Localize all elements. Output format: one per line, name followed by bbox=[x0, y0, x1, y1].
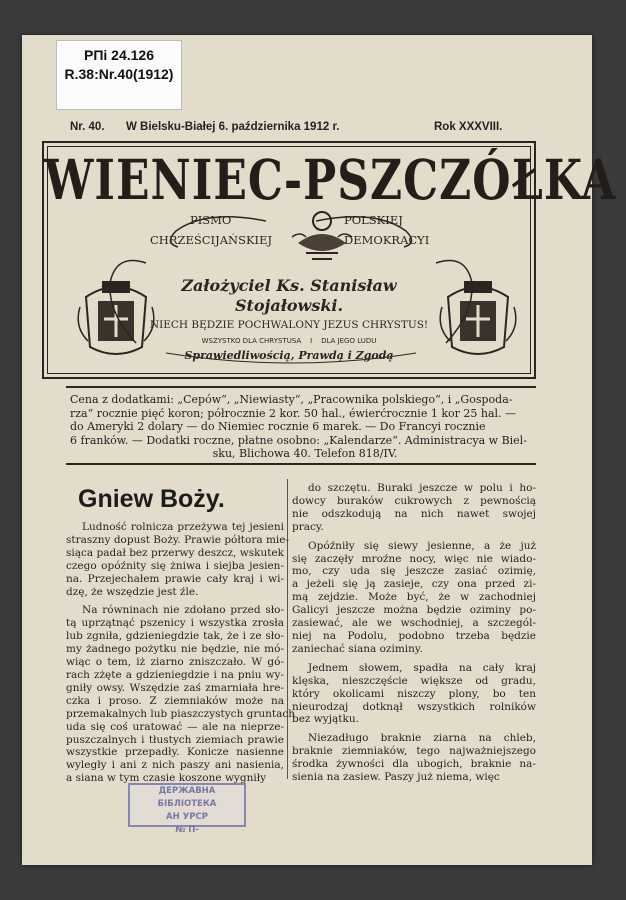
article-line: przemakalnych lub piaszczystych gruntach bbox=[66, 707, 296, 720]
article-line: straszny dopust Boży. Prawie półtora mie- bbox=[66, 533, 290, 546]
article-line: wyległy i ani z nich paszy ani nasienia, bbox=[66, 759, 284, 772]
issue-number: Nr. 40. bbox=[70, 121, 105, 133]
article-line: środka żywności dla ubogich, braknie na- bbox=[292, 758, 536, 771]
article-line: Ludność rolnicza przeżywa tej jesieni bbox=[82, 521, 284, 533]
small-motto bbox=[44, 337, 534, 345]
article-line: który okolicami niszczy plony, bo ten bbox=[292, 687, 536, 700]
subscription-info bbox=[70, 393, 540, 461]
subtitle-right-1: POLSKIEJ bbox=[344, 213, 403, 227]
article-line: do szczętu. Buraki jeszcze w polu i ho- bbox=[308, 482, 536, 494]
article-left-column bbox=[66, 521, 296, 791]
article-line: puszczalnych i tłustych ziemiach prawie bbox=[66, 733, 284, 746]
founder-line-2: Stojałowski. bbox=[234, 296, 344, 315]
article-line: mo, czy uda się jeszcze zasiać ozimię, bbox=[292, 565, 536, 578]
article-line: rach zżęte a gdzieniegdzie i na pniu wy- bbox=[66, 668, 284, 681]
article-line: na. Przejechałem prawie cały kraj i wi- bbox=[66, 572, 284, 585]
article-line: się zaczęły mroźne nocy, więc nie wiado- bbox=[292, 552, 536, 565]
article-line: dzę, że wszędzie jest źle. bbox=[66, 585, 199, 598]
subscription-line: rza“ rocznie pięć koron; półrocznie 2 kor. 50 hal., éwierćrocznie 1 kor 25 hal. — bbox=[70, 406, 517, 420]
article-line: Galicyi jeszcze można będzie oziminy po- bbox=[292, 604, 536, 617]
article-line: gniły owsy. Wszędzie zaś zmarniała hre- bbox=[66, 681, 284, 694]
article-line: czka i proso. Z ziemniaków może na bbox=[66, 694, 284, 707]
stamp-line: ДЕРЖАВНА БІБЛІОТЕКА bbox=[157, 786, 217, 809]
article-right-column bbox=[292, 482, 536, 790]
subscription-line: do Ameryki 2 dolary — do Niemiec rocznie 6 marek. — Do Francyi rocznie bbox=[70, 420, 486, 434]
issue-year: Rok XXXVIII. bbox=[434, 121, 503, 133]
call-number-line: R.38:Nr.40(1912) bbox=[64, 66, 174, 82]
article-paragraph bbox=[292, 662, 536, 727]
article-line: mą zejdzie. Może być, że w zachodniej bbox=[292, 591, 536, 604]
article-line: Niezadługo braknie ziarna na chleb, bbox=[308, 732, 536, 745]
article-line: klęska, nieszczęście większe od gradu, bbox=[292, 674, 536, 687]
article-line: tą uprzątnąć pszenicy i wszystka zrosła bbox=[66, 617, 284, 630]
small-motto-left: WSZYSTKO DLA CHRYSTUSA bbox=[201, 337, 302, 345]
article-line: Jednem słowem, spadła na cały kraj bbox=[308, 661, 536, 674]
library-call-number-label bbox=[56, 40, 182, 110]
article-paragraph bbox=[66, 604, 296, 785]
article-line: zaniechać siana oziminy. bbox=[292, 642, 423, 655]
article-line: dowcy buraków cukrowych z pewnością bbox=[292, 494, 536, 507]
article-line: lub zgniła, gdzieniegdzie tak, że i ze sło- bbox=[66, 630, 284, 643]
article-line: wszystkie przepadły. Konicze nasienne bbox=[66, 746, 284, 759]
issue-place-date: W Bielsku-Białej 6. października 1912 r. bbox=[126, 121, 340, 133]
article-line: braknie ziemniaków, tego najważniejszego bbox=[292, 745, 536, 758]
article-line: wiąc o tem, iż ziarno zniszczało. W gó- bbox=[66, 656, 284, 669]
rule-top bbox=[66, 386, 536, 388]
newspaper-title: WIENIEC-PSZCZÓŁKA bbox=[44, 149, 617, 213]
subtitle-right-2: DEMOKRACYI bbox=[344, 233, 430, 247]
subtitle-left-1: PISMO bbox=[190, 213, 232, 227]
subtitle-left-2: CHRZEŚCIJAŃSKIEJ bbox=[150, 233, 273, 247]
article-line: Na równinach nie zdołano przed sło- bbox=[82, 604, 284, 617]
article-line: sienia na zasiew. Paszy już niema, więc bbox=[292, 771, 500, 784]
article-paragraph bbox=[66, 521, 290, 598]
article-paragraph bbox=[292, 540, 536, 656]
article-line: bez wyjątku. bbox=[292, 713, 359, 726]
small-motto-right: DLA JEGO LUDU bbox=[321, 337, 377, 345]
article-line: zasiewać, ale we wschodniej, a szczegól- bbox=[292, 617, 536, 630]
article-line: Opóźniły się siewy jesienne, a że już bbox=[308, 539, 536, 552]
article-line: siąca padał bez przerwy deszcz, wskutek bbox=[66, 546, 284, 559]
small-motto-separator: I bbox=[310, 337, 313, 345]
call-number-line: РПі 24.126 bbox=[84, 47, 154, 63]
article-line: nie odszkodują na nich nawet swojej bbox=[292, 507, 536, 520]
stamp-line: АН УРСР bbox=[166, 812, 208, 822]
founder-line-1: Założyciel Ks. Stanisław bbox=[181, 276, 397, 295]
article-line: a siana w tym czasie koszone wygniły bbox=[66, 772, 267, 785]
article-line: nieurodzaj dotknął wszystkich rolników bbox=[292, 700, 536, 713]
subscription-line: sku, Blichowa 40. Telefon 818/IV. bbox=[212, 447, 398, 461]
stamp-line: № П- bbox=[175, 825, 199, 835]
article-title: Gniew Boży. bbox=[78, 485, 225, 513]
slogan: Sprawiedliwością, Prawdą i Zgodą bbox=[184, 349, 394, 362]
article-line: uda się coś uratować — ale na nieprze- bbox=[66, 720, 284, 733]
article-line: my żadnego pożytku nie będzie, nie mó- bbox=[66, 643, 284, 656]
article-line: a jeżeli się ją zasieje, czy ona przed zi- bbox=[292, 578, 536, 591]
article-paragraph bbox=[292, 732, 536, 784]
article-line: niej na Podolu, podobno trzeba będzie bbox=[292, 629, 536, 642]
article-line: pracy. bbox=[292, 520, 324, 533]
subscription-line: 6 franków. — Dodatki roczne, płatne osobno: „Kalendarze“. Administracya w Biel- bbox=[70, 433, 527, 447]
masthead bbox=[42, 141, 617, 379]
library-stamp bbox=[128, 783, 246, 835]
article-line: czego opóźnity się żniwa i siejba jesien- bbox=[66, 559, 284, 572]
motto: NIECH BĘDZIE POCHWALONY JEZUS CHRYSTUS! bbox=[149, 319, 429, 331]
subscription-line: Cena z dodatkami: „Cepów“, „Niewiasty“, „Pracownika polskiego“, i „Gospoda- bbox=[70, 393, 513, 406]
rule-bottom bbox=[66, 463, 536, 465]
article-paragraph bbox=[292, 482, 536, 534]
column-divider bbox=[287, 479, 288, 779]
